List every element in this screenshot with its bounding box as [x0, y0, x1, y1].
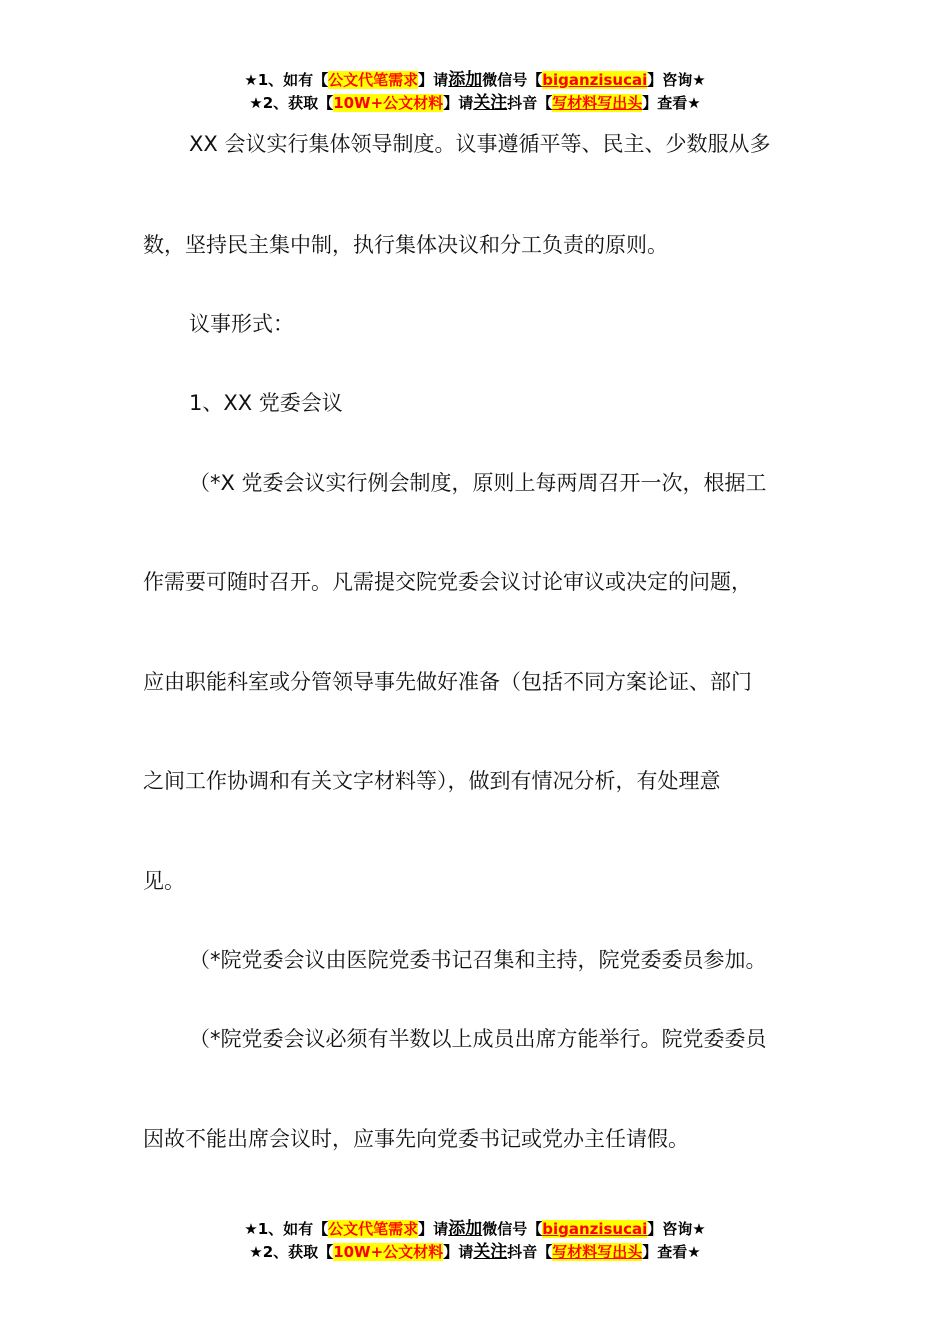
banner-text: 抖音【	[507, 1243, 553, 1261]
highlight-text: 公文代笔需求	[328, 1220, 419, 1238]
paragraph-line: 应由职能科室或分管领导事先做好准备（包括不同方案论证、部门	[143, 670, 752, 694]
banner-text: ★1、如有【	[244, 71, 329, 89]
highlight-text: 公文代笔需求	[328, 71, 419, 89]
banner-text: 】咨询★	[647, 1220, 706, 1238]
underlined-text: 添加	[448, 70, 483, 90]
banner-text: 】请	[443, 1243, 474, 1261]
banner-text: 】请	[418, 1220, 449, 1238]
paragraph-line: （*院党委会议由医院党委书记召集和主持，院党委委员参加。	[189, 948, 767, 972]
paragraph-line: 之间工作协调和有关文字材料等），做到有情况分析，有处理意	[143, 769, 721, 793]
banner-text: ★2、获取【	[249, 94, 334, 112]
banner-text: ★1、如有【	[244, 1220, 329, 1238]
banner-text: 】查看★	[642, 1243, 701, 1261]
banner-line-2	[0, 1241, 950, 1264]
paragraph-line: （*X 党委会议实行例会制度，原则上每两周召开一次，根据工	[189, 471, 767, 495]
banner-text: 微信号【	[482, 71, 543, 89]
banner-text: 】咨询★	[647, 71, 706, 89]
section-heading: 1、XX 党委会议	[189, 391, 343, 415]
paragraph-line: 作需要可随时召开。凡需提交院党委会议讨论审议或决定的问题，	[143, 570, 752, 594]
paragraph-line: （*院党委会议必须有半数以上成员出席方能举行。院党委委员	[189, 1027, 767, 1051]
banner-text: ★2、获取【	[249, 1243, 334, 1261]
banner-line-1	[0, 1218, 950, 1241]
paragraph-line: 因故不能出席会议时，应事先向党委书记或党办主任请假。	[143, 1127, 689, 1151]
banner-text: 抖音【	[507, 94, 553, 112]
paragraph-line: 见。	[143, 869, 185, 893]
underlined-text: 关注	[473, 93, 508, 113]
douyin-id-highlight: 写材料写出头	[552, 1243, 643, 1261]
underlined-text: 添加	[448, 1219, 483, 1239]
underlined-text: 关注	[473, 1242, 508, 1262]
banner-text: 】查看★	[642, 94, 701, 112]
banner-text: 】请	[418, 71, 449, 89]
banner-text: 】请	[443, 94, 474, 112]
banner-line-2	[0, 92, 950, 115]
highlight-text: 10W+公文材料	[333, 94, 444, 112]
section-label: 议事形式：	[189, 312, 294, 336]
wechat-id-highlight: biganzisucai	[542, 71, 648, 89]
douyin-id-highlight: 写材料写出头	[552, 94, 643, 112]
wechat-id-highlight: biganzisucai	[542, 1220, 648, 1238]
banner-text: 微信号【	[482, 1220, 543, 1238]
footer-banner	[0, 1218, 950, 1264]
header-banner	[0, 69, 950, 115]
paragraph-line: 数，坚持民主集中制，执行集体决议和分工负责的原则。	[143, 233, 668, 257]
banner-line-1	[0, 69, 950, 92]
paragraph-line: XX 会议实行集体领导制度。议事遵循平等、民主、少数服从多	[189, 132, 771, 156]
highlight-text: 10W+公文材料	[333, 1243, 444, 1261]
